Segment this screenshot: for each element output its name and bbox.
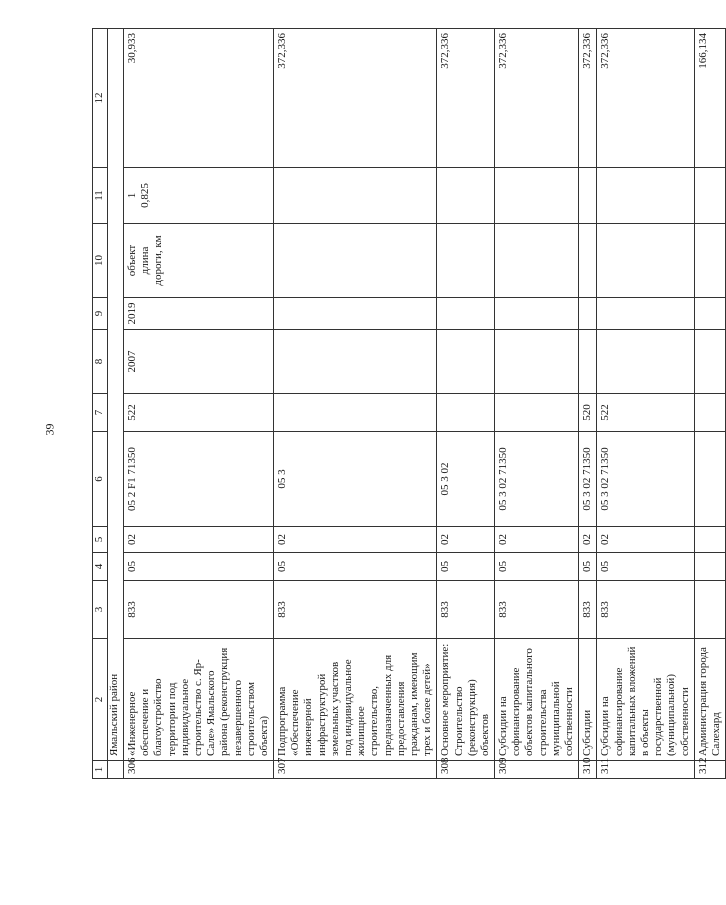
column-header-7: 7 <box>93 394 108 432</box>
cell-col-8 <box>437 330 495 394</box>
cell-col-11 <box>437 168 495 224</box>
cell-col-4: 05 <box>274 553 437 581</box>
cell-col-4: 05 <box>124 553 274 581</box>
cell-col-1: 311 <box>597 761 694 779</box>
group-row-number-cell <box>108 761 124 779</box>
cell-col-12: 372,336 <box>579 29 597 168</box>
column-header-3: 3 <box>93 581 108 639</box>
column-header-12: 12 <box>93 29 108 168</box>
cell-col-10 <box>274 224 437 298</box>
cell-col-4: 05 <box>495 553 579 581</box>
cell-col-3: 833 <box>124 581 274 639</box>
cell-col-10 <box>495 224 579 298</box>
column-header-4: 4 <box>93 553 108 581</box>
cell-col-1: 308 <box>437 761 495 779</box>
cell-col-10 <box>437 224 495 298</box>
cell-col-6: 05 3 02 71350 <box>579 432 597 527</box>
cell-line: 1 <box>126 192 138 199</box>
cell-col-11 <box>495 168 579 224</box>
cell-col-12: 30,933 <box>124 29 274 168</box>
cell-col-7 <box>495 394 579 432</box>
header-row <box>93 29 108 779</box>
table-row <box>437 29 495 779</box>
cell-col-3: 833 <box>597 581 694 639</box>
table-row <box>274 29 437 779</box>
column-header-8: 8 <box>93 330 108 394</box>
column-header-5: 5 <box>93 527 108 553</box>
cell-col-9: 2019 <box>124 298 274 330</box>
cell-col-5: 02 <box>597 527 694 553</box>
cell-col-3: 833 <box>495 581 579 639</box>
cell-col-10 <box>579 224 597 298</box>
cell-col-1: 310 <box>579 761 597 779</box>
cell-col-6: 05 3 02 71350 <box>597 432 694 527</box>
budget-table-container <box>92 29 722 779</box>
cell-col-3 <box>694 581 725 639</box>
cell-col-11 <box>597 168 694 224</box>
group-row <box>108 29 124 779</box>
cell-col-3: 833 <box>274 581 437 639</box>
table-row <box>495 29 579 779</box>
cell-col-8 <box>495 330 579 394</box>
cell-col-1: 306 <box>124 761 274 779</box>
cell-col-12: 166,134 <box>694 29 725 168</box>
cell-col-10 <box>694 224 725 298</box>
table-row <box>694 29 725 779</box>
cell-col-5 <box>694 527 725 553</box>
cell-col-5: 02 <box>274 527 437 553</box>
cell-col-6 <box>694 432 725 527</box>
cell-col-6: 05 2 F1 71350 <box>124 432 274 527</box>
cell-col-12: 372,336 <box>437 29 495 168</box>
cell-col-12: 372,336 <box>495 29 579 168</box>
cell-col-8: 2007 <box>124 330 274 394</box>
cell-col-2: Субсидии на софинансирование объектов капитального строительства муниципальной собственности <box>495 639 579 761</box>
cell-col-7 <box>437 394 495 432</box>
cell-col-1: 307 <box>274 761 437 779</box>
cell-col-9 <box>597 298 694 330</box>
cell-col-2: Субсидии на софинансирование капитальных вложений в объекты государственной (муниципальной) собственности <box>597 639 694 761</box>
page-number: 39 <box>42 423 57 436</box>
cell-col-4 <box>694 553 725 581</box>
cell-col-2: «Инженерное обеспечение и благоустройство территории под индивидуальное строительство с. Яр-Сале» Ямальского района (реконструкция незавершенного строительством объекта) <box>124 639 274 761</box>
cell-col-8 <box>694 330 725 394</box>
cell-col-7: 522 <box>597 394 694 432</box>
cell-col-7 <box>274 394 437 432</box>
cell-col-11 <box>694 168 725 224</box>
budget-table <box>92 28 726 779</box>
table-body <box>93 29 726 779</box>
table-row <box>579 29 597 779</box>
cell-col-5: 02 <box>495 527 579 553</box>
column-header-10: 10 <box>93 224 108 298</box>
cell-col-3: 833 <box>437 581 495 639</box>
cell-col-12: 372,336 <box>597 29 694 168</box>
group-label: Ямальский район <box>108 29 124 761</box>
cell-col-9 <box>274 298 437 330</box>
cell-col-2: Подпрограмма «Обеспечение инженерной инфраструктурой земельных участков под индивидуальное жилищное строительство, предназначенных для предоставления гражданам, имеющим трех и более детей» <box>274 639 437 761</box>
column-header-6: 6 <box>93 432 108 527</box>
cell-col-1: 312 <box>694 761 725 779</box>
cell-line: объект <box>126 244 138 277</box>
cell-col-7: 520 <box>579 394 597 432</box>
cell-col-1: 309 <box>495 761 579 779</box>
cell-col-7: 522 <box>124 394 274 432</box>
table-row <box>124 29 274 779</box>
cell-col-9 <box>579 298 597 330</box>
cell-col-11 <box>124 168 274 224</box>
cell-col-2: Администрация города Салехард <box>694 639 725 761</box>
cell-col-12: 372,336 <box>274 29 437 168</box>
cell-col-8 <box>597 330 694 394</box>
cell-col-8 <box>579 330 597 394</box>
cell-col-3: 833 <box>579 581 597 639</box>
cell-col-9 <box>437 298 495 330</box>
cell-col-4: 05 <box>579 553 597 581</box>
cell-col-5: 02 <box>124 527 274 553</box>
cell-col-7 <box>694 394 725 432</box>
column-header-2: 2 <box>93 639 108 761</box>
cell-col-5: 02 <box>437 527 495 553</box>
cell-col-8 <box>274 330 437 394</box>
cell-col-11 <box>274 168 437 224</box>
cell-col-9 <box>495 298 579 330</box>
column-header-1: 1 <box>93 761 108 779</box>
cell-col-6: 05 3 02 71350 <box>495 432 579 527</box>
cell-col-5: 02 <box>579 527 597 553</box>
cell-col-10 <box>597 224 694 298</box>
cell-col-2: Основное мероприятие: Строительство (реконструкция) объектов <box>437 639 495 761</box>
cell-col-2: Субсидии <box>579 639 597 761</box>
cell-line: 0,825 <box>139 183 152 208</box>
column-header-11: 11 <box>93 168 108 224</box>
cell-col-10 <box>124 224 274 298</box>
cell-col-11 <box>579 168 597 224</box>
cell-col-6: 05 3 02 <box>437 432 495 527</box>
table-row <box>597 29 694 779</box>
cell-col-4: 05 <box>597 553 694 581</box>
cell-col-6: 05 3 <box>274 432 437 527</box>
column-header-9: 9 <box>93 298 108 330</box>
cell-col-4: 05 <box>437 553 495 581</box>
cell-line: длина дороги, км <box>139 235 165 286</box>
cell-col-9 <box>694 298 725 330</box>
